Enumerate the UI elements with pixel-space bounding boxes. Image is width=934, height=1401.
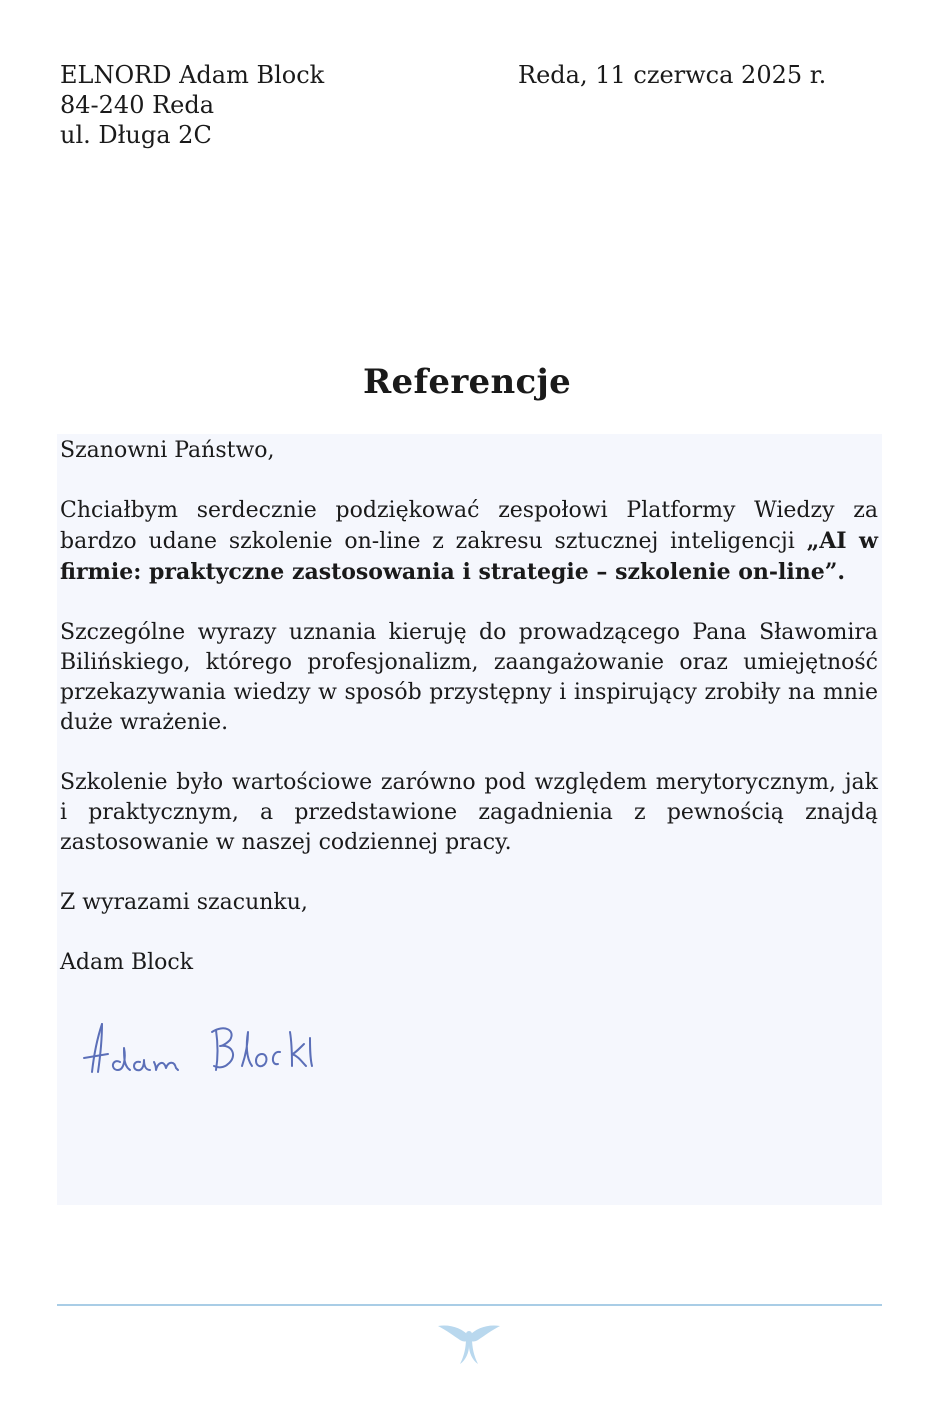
sender-street: ul. Długa 2C (60, 121, 212, 149)
paragraph-value: Szkolenie było wartościowe zarówno pod względem merytorycznym, jak i praktycznym, a przedstawione zagadnienia z pewnością znajdą zastosowanie w naszej codziennej pracy. (60, 770, 878, 855)
paragraph-thanks-text: Chciałbym serdecznie podziękować zespołowi Platformy Wiedzy za bardzo udane szkolenie on-line z zakresu sztucznej inteligencji (60, 498, 878, 554)
footer-divider (57, 1304, 882, 1306)
salutation: Szanowni Państwo, (60, 438, 275, 463)
letter-body (60, 436, 878, 1008)
sender-postal: 84-240 Reda (60, 91, 215, 119)
paragraph-trainer: Szczególne wyrazy uznania kieruję do prowadzącego Pana Sławomira Bilińskiego, którego profesjonalizm, zaangażowanie oraz umiejętność przekazywania wiedzy w sposób przystępny i inspirujący zrobiły na mnie duże wrażenie. (60, 620, 878, 735)
training-title: „AI w firmie: praktyczne zastosowania i strategie – szkolenie on-line”. (60, 528, 878, 585)
paragraph-thanks (60, 496, 878, 588)
sender-name: ELNORD Adam Block (60, 61, 325, 89)
bird-logo-icon (436, 1318, 502, 1366)
letter-date: Reda, 11 czerwca 2025 r. (518, 61, 827, 89)
closing: Z wyrazami szacunku, (60, 890, 308, 915)
signer-name: Adam Block (60, 950, 194, 975)
handwritten-signature (78, 1014, 338, 1094)
sender-address (60, 60, 440, 150)
page-title: Referencje (362, 362, 572, 402)
